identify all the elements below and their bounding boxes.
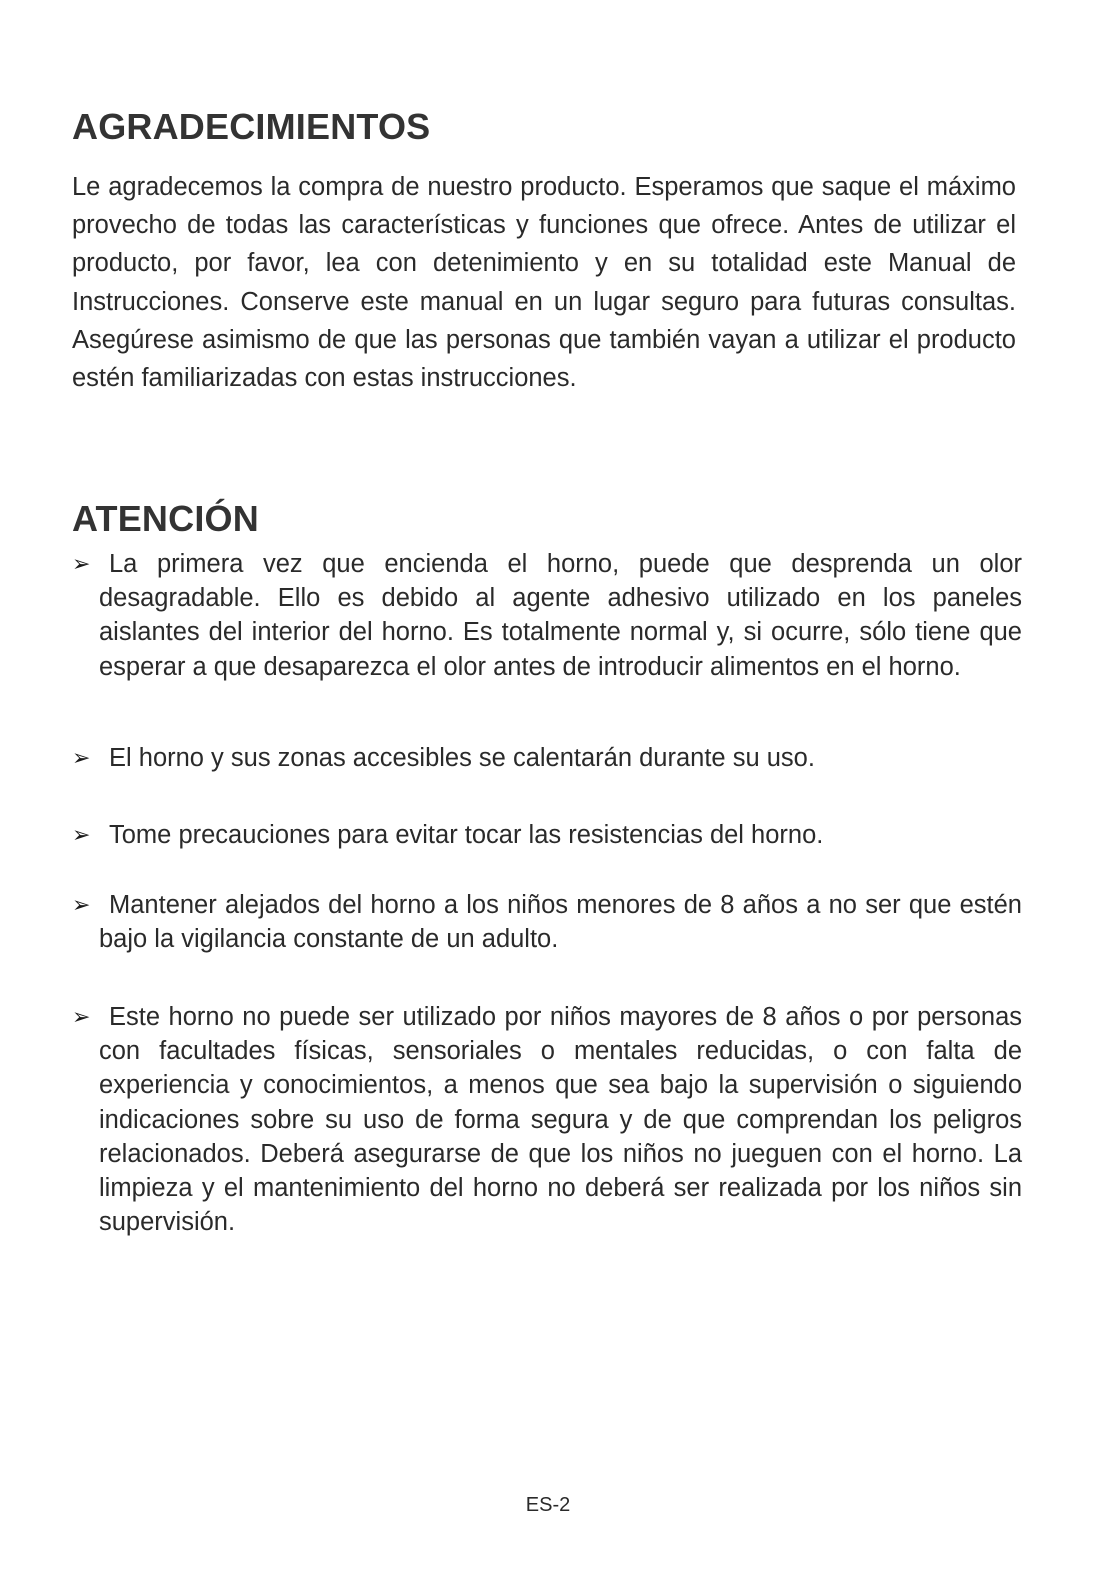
warning-text: El horno y sus zonas accesibles se calentarán durante su uso. (109, 744, 815, 772)
arrow-bullet-icon: ➢ (72, 745, 91, 770)
warning-item (72, 888, 1022, 956)
page-number: ES-2 (525, 1494, 571, 1516)
arrow-bullet-icon: ➢ (72, 1004, 91, 1029)
warning-item (72, 741, 1022, 775)
warning-text: La primera vez que encienda el horno, puede que desprenda un olor desagradable. Ello es debido al agente adhesivo utilizado en los paneles aislantes del interior del horno. Es totalmente normal y, si ocurre, sólo tiene que esperar a que desaparezca el olor antes de introducir alimentos en el horno. (99, 550, 1022, 681)
warning-text: Este horno no puede ser utilizado por niños mayores de 8 años o por personas con facultades físicas, sensoriales o mentales reducidas, o con falta de experiencia y conocimientos, a menos que sea bajo la supervisión o siguiendo indicaciones sobre su uso de forma segura y de que comprendan los peligros relacionados. Deberá asegurarse de que los niños no jueguen con el horno. La limpieza y el mantenimiento del horno no deberá ser realizada por los niños sin supervisión. (99, 1003, 1022, 1237)
warning-item (72, 1000, 1022, 1239)
warning-item (72, 818, 1022, 852)
warning-item (72, 547, 1022, 684)
arrow-bullet-icon: ➢ (72, 892, 91, 917)
arrow-bullet-icon: ➢ (72, 551, 91, 576)
section-title-attention: ATENCIÓN (72, 498, 259, 539)
section-title-thanks: AGRADECIMIENTOS (72, 106, 431, 147)
arrow-bullet-icon: ➢ (72, 822, 91, 847)
warning-text: Mantener alejados del horno a los niños menores de 8 años a no ser que estén bajo la vigilancia constante de un adulto. (99, 891, 1022, 954)
thanks-paragraph: Le agradecemos la compra de nuestro producto. Esperamos que saque el máximo provecho de todas las características y funciones que ofrece. Antes de utilizar el producto, por favor, lea con detenimiento y en su totalidad este Manual de Instrucciones. Conserve este manual en un lugar seguro para futuras consultas. Asegúrese asimismo de que las personas que también vayan a utilizar el producto estén familiarizadas con estas instrucciones. (72, 173, 1016, 393)
warning-text: Tome precauciones para evitar tocar las resistencias del horno. (109, 821, 824, 849)
